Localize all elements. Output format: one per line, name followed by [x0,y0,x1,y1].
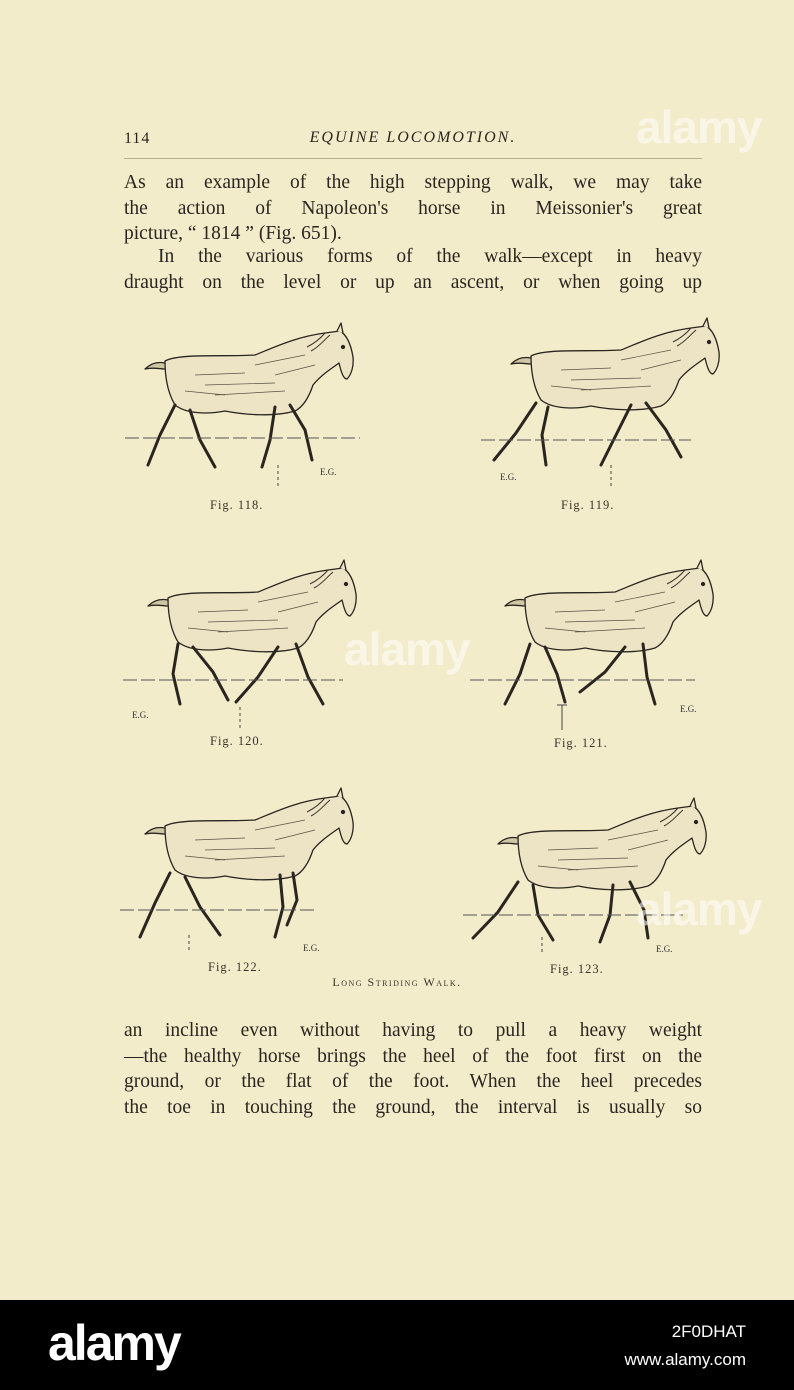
text-line: In the various forms of the walk—except in heavy [158,246,702,267]
artist-signature: E.G. [656,944,673,954]
figure-caption: Fig. 122. [208,960,262,974]
watermark-logo: alamy [636,101,762,153]
figure-caption: Fig. 118. [210,498,264,512]
image-id: 2F0DHAT [671,1322,746,1341]
page-number: 114 [124,130,151,147]
alamy-logo: alamy [48,1315,180,1371]
watermark-logo: alamy [636,883,762,935]
site-url: www.alamy.com [624,1350,746,1369]
artist-signature: E.G. [303,943,320,953]
text-line: picture, “ 1814 ” (Fig. 651). [124,223,342,245]
figure-122-horse-illustration [115,785,365,965]
text-line: draught on the level or up an ascent, or when going up [124,271,702,293]
running-title: EQUINE LOCOMOTION. [309,129,517,146]
text-line: the toe in touching the ground, the interval is usually so [124,1096,702,1118]
figure-123-horse-illustration [458,790,708,970]
stock-footer-bar [0,1300,794,1390]
figure-119-horse-illustration [476,315,726,495]
figure-caption: Fig. 123. [550,962,604,976]
figure-120-horse-illustration [118,552,368,732]
figure-121-horse-illustration [465,552,715,732]
figure-118-horse-illustration [120,315,370,495]
artist-signature: E.G. [132,710,149,720]
paragraph-3 [124,1018,702,1120]
artist-signature: E.G. [500,472,517,482]
artist-signature: E.G. [320,467,337,477]
paragraph-2 [124,244,702,295]
text-line: an incline even without having to pull a heavy weight [124,1020,702,1041]
artist-signature: E.G. [680,704,697,714]
figure-caption: Fig. 120. [210,734,264,748]
text-line: —the healthy horse brings the heel of the foot first on the [124,1045,702,1067]
figure-caption: Fig. 121. [554,736,608,750]
paragraph-1 [124,170,702,247]
figure-caption: Fig. 119. [561,498,615,512]
running-header [124,128,702,159]
watermark-logo: alamy [344,623,470,675]
text-line: the action of Napoleon's horse in Meissonier's great [124,197,702,219]
text-line: ground, or the flat of the foot. When the heel precedes [124,1071,702,1093]
plate-title: Long Striding Walk. [332,975,462,989]
text-line: As an example of the high stepping walk, we may take [124,172,702,193]
